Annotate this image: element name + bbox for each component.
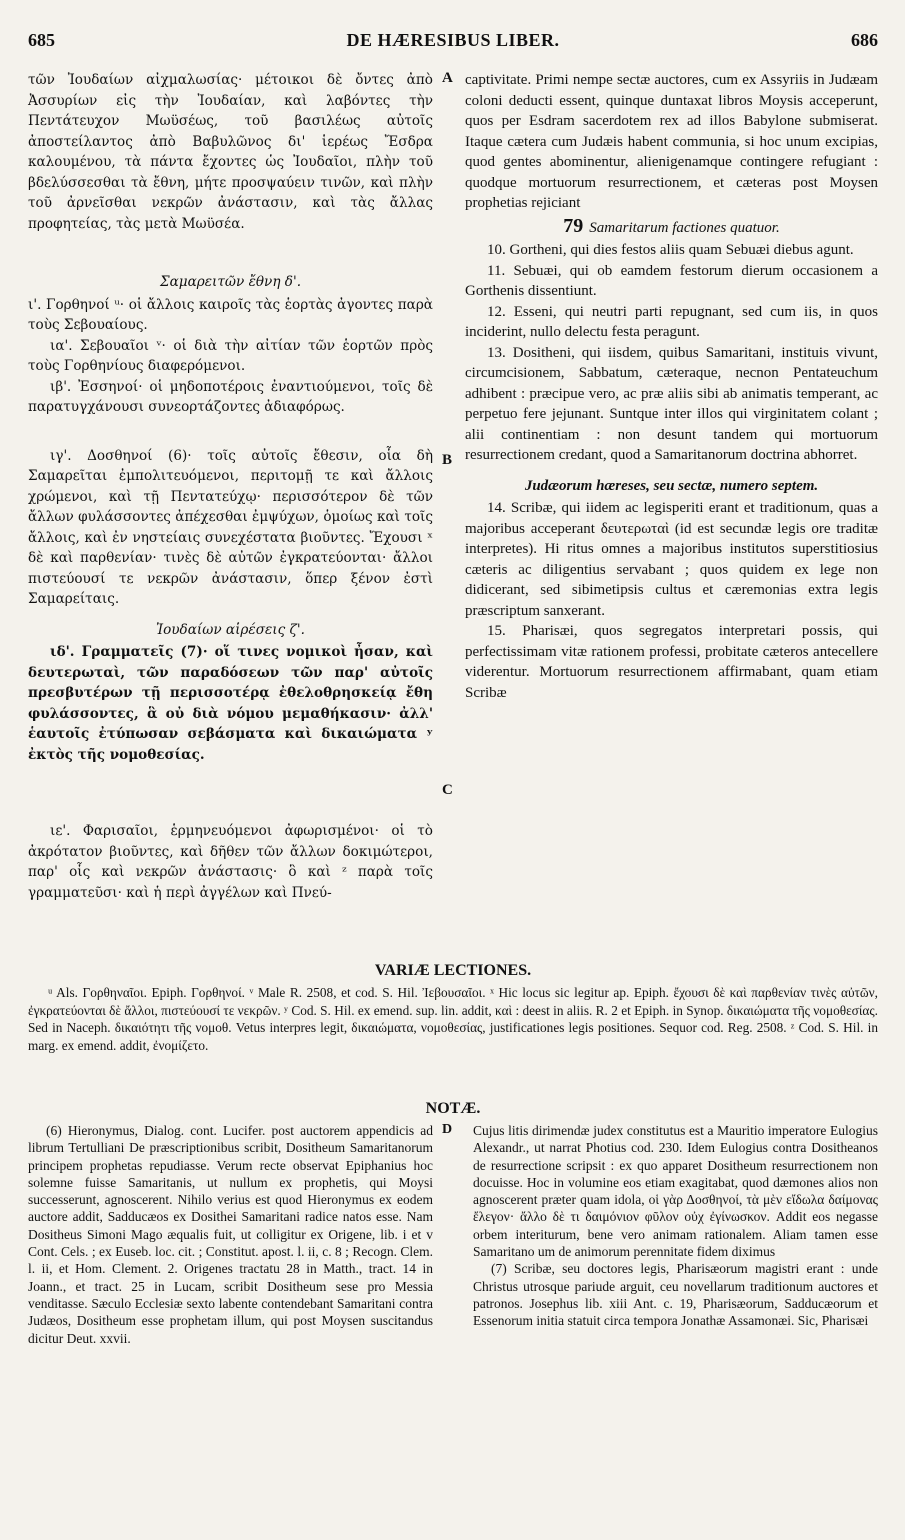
page bbox=[28, 30, 878, 985]
notae-left-column bbox=[28, 1122, 433, 1347]
margin-letter-a: A bbox=[442, 70, 453, 86]
margin-letter-b: B bbox=[442, 452, 453, 468]
latin-entry-13: 13. Dositheni, qui iisdem, quibus Samaritani, instituis vivunt, circumcisionem, Sabbatum, cæteraque, necnon Pentateuchum adhibent : præcipue vero, ac præ aliis sibi ab animatis temperant, ac perpetuo fere jejunant. Suntque inter illos qui virginitatem colant ; alii continentiam : non desunt tandem qui mortuorum resurrectionem credant, quod a Samaritanorum doctrina abhorret. bbox=[465, 344, 878, 463]
notae-right-column bbox=[473, 1122, 878, 1330]
page-number-right: 686 bbox=[851, 30, 878, 50]
variae-text: ᵘ Als. Γορθηναῖοι. Epiph. Γορθηνοί. ᵛ Male R. 2508, et cod. S. Hil. Ἰεβουσαῖοι. ˣ Hic locus sic legitur ap. Epiph. ἔχουσι δὲ καὶ παρθενίαν τινὲς αὐτῶν, ἐγκρατεύονται δὲ ἄλλοι, πιστεύουσί τε νεκρῶν. ʸ Cod. S. Hil. ex emend. sup. lin. addit, καὶ : deest in aliis. R. 2 et Epiph. in Synop. δικαιώματα τῆς νομοθεσίας. Sed in Naceph. δικαιότητι τῆς νομοθ. Vetus interpres legit, δικαιώματα, νομοθεσίας, justificationes legis positiones. Sequor cod. Reg. 2508. ᶻ Cod. S. Hil. in marg. ex emend. addit, ἐνομίζετο. bbox=[28, 985, 878, 1053]
latin-entry-14: 14. Scribæ, qui iidem ac legisperiti erant et traditionum, quas a majoribus acceperant δευτερωταὶ (id est secundæ legis ore traditæ interpretes). Hi ritus omnes a majoribus institutos superstitiosius cæteris ac diligentius servabant ; quos quidem ex lege non didicerant, sed sibimetipsis cultus et cæremonias extra legis præscriptum sanxerant. bbox=[465, 500, 878, 619]
latin-heading-samaritans: 79 Samaritarum factiones quatuor. bbox=[563, 214, 780, 237]
running-head bbox=[28, 30, 878, 56]
notae-title: NOTÆ. bbox=[425, 1100, 481, 1117]
latin-column bbox=[465, 70, 878, 703]
greek-entry-14: ιδ'. Γραμματεῖς (7)· οἵ τινες νομικοὶ ἦσαν, καὶ δευτερωταὶ, τῶν παραδόσεων τῶν παρ' αὐτοῖς πρεσβυτέρων τῇ περισσοτέρᾳ ἐθελοθρησκείᾳ ἔθη φυλάσσοντες, ἃ οὐ διὰ νόμου μεμαθήκασιν· ἀλλ' ἑαυτοῖς ἐτύπωσαν σεβάσματα καὶ δικαιώματα ʸ ἐκτὸς τῆς νομοθεσίας. bbox=[28, 644, 433, 763]
notae-section bbox=[28, 1100, 878, 1346]
main-columns bbox=[28, 70, 878, 985]
greek-column bbox=[28, 70, 433, 903]
greek-heading-samaritans: Σαμαρειτῶν ἔθνη δ'. bbox=[159, 274, 302, 290]
latin-intro: captivitate. Primi nempe sectæ auctores, cum ex Assyriis in Judæam coloni deducti essent, quinque duntaxat libros Moysis acceperunt, quos per Esdram sacerdotem rex ad illos Babylone submiserat. Itaque cætera cum Judæis habent communia, si hoc unum excipias, quod gentes abominentur, alienigenamque contingere refugiant : quodque mortuorum resurrectionem, et cæteras post Moysen prophetias rejiciant bbox=[465, 72, 878, 211]
running-title: DE HÆRESIBUS LIBER. bbox=[346, 30, 560, 50]
greek-entry-10: ι'. Γορθηνοί ᵘ· οἱ ἄλλοις καιροῖς τὰς ἑορτὰς ἀγοντες παρὰ τοὺς Σεβουαίους. bbox=[28, 296, 433, 333]
greek-entry-13: ιγ'. Δοσθηνοί (6)· τοῖς αὐτοῖς ἔθεσιν, οἷα δὴ Σαμαρεῖται ἐμπολιτευόμενοι, περιτομῇ τε καὶ ἄλλοις χρώμενοι, καὶ τῇ Πεντατεύχῳ· περισσότερον δὲ τῶν ἄλλων φυλάσσοντες ἀπέχεσθαι ἐμψύχων, ὁμοίως καὶ τοῖς ἄλλοις, καὶ ἐν νηστείαις συνεχέστατα βιοῦντες. Ἔχουσι ˣ δὲ καὶ παρθενίαν· τινὲς δὲ αὐτῶν ἐγκρατεύονται· ἄλλοι πιστεύουσί τε νεκρῶν ἀνάστασιν, ὅπερ ξένον ἐστὶ Σαμαρείταις. bbox=[28, 447, 433, 607]
greek-entry-12: ιβ'. Ἐσσηνοί· οἱ μηδοποτέροις ἐναντιούμενοι, τοῖς δὲ παρατυγχάνουσι συνεορτάζοντες ἀδιαφόρως. bbox=[28, 378, 433, 415]
latin-entry-10: 10. Gortheni, qui dies festos aliis quam Sebuæi diebus agunt. bbox=[487, 242, 854, 258]
section-number: 79 bbox=[563, 214, 584, 237]
note-6-continued: Cujus litis dirimendæ judex constitutus est a Mauritio imperatore Eulogius Alexandr., ut narrat Photius cod. 230. Idem Eulogius contra Dositheanos de resurrectione scripsit : ex quo apparet Dositheum resurrectionem non docuisse. Hoc in volumine eos etiam exagitabat, quod dæmones alios non agnoscerent præter quam idola, οἱ γὰρ Δοσθηνοί, τὰ μὲν εἴδωλα δαίμονας ἔλεγον· ἄλλο δὲ τι δαιμόνιον φῦλον οὐχ ἐγίνωσκον. Addit eos negasse orbem interiturum, bene vero animam rationalem. Aliam tamen esse Samaritano um de animorum perennitate fidem diximus bbox=[473, 1123, 878, 1260]
variae-title: VARIÆ LECTIONES. bbox=[374, 962, 532, 979]
variae-lectiones bbox=[28, 962, 878, 1054]
greek-heading-jews: Ἰουδαίων αἱρέσεις ζ'. bbox=[156, 621, 305, 638]
greek-entry-15: ιε'. Φαρισαῖοι, ἑρμηνευόμενοι ἀφωρισμένοι· οἱ τὸ ἀκρότατον βιοῦντες, καὶ δῆθεν τῶν ἄλλων δοκιμώτεροι, παρ' οἷς καὶ νεκρῶν ἀνάστασις· ὃ καὶ ᶻ παρὰ τοῖς γραμματεῦσι· καὶ ἡ περὶ ἀγγέλων καὶ Πνεύ- bbox=[28, 823, 433, 901]
page-number-left: 685 bbox=[28, 30, 55, 50]
note-7: (7) Scribæ, seu doctores legis, Pharisæorum magistri erant : unde Christus utrosque pariude arguit, ceu novellarum traditionum auctores et patronos. Josephus lib. xiii Ant. c. 19, Pharisæorum, Sadducæorum et Essenorum initia statuit circa tempora Jonathæ Assamonæi. Sic, Pharisæi bbox=[473, 1261, 878, 1329]
greek-entry-11: ια'. Σεβουαῖοι ᵛ· οἱ διὰ τὴν αἰτίαν τῶν ἑορτῶν πρὸς τοὺς Γορθηνίους διαφερόμενοι. bbox=[28, 337, 433, 374]
latin-entry-15: 15. Pharisæi, quos segregatos interpretari possis, qui perfectissimam vitæ rationem professi, probitate cæteros antecellere viderentur. Mortuorum resurrectionem affirmabant, quam etiam Scribæ bbox=[465, 623, 878, 701]
greek-intro: τῶν Ἰουδαίων αἰχμαλωσίας· μέτοικοι δὲ ὄντες ἀπὸ Ἀσσυρίων εἰς τὴν Ἰουδαίαν, καὶ λαβόντες τὴν Πεντάτευχον Μωϋσέως, τοῦ βασιλέως αὐτοῖς ἀποστείλαντος ἀπὸ Βαβυλῶνος δι' ἱερέως Ἔσδρα καλουμένου, τὰ πάντα ἔχοντες ὡς Ἰουδαῖοι, πλὴν τοῦ βδελύσσεσθαι τὰ ἔθνη, μήτε προσψαύειν τινῶν, καὶ πλὴν τοῦ ἀρνεῖσθαι νεκρῶν ἀνάστασιν, καὶ τὰς ἄλλας προφητείας, τὰς μετὰ Μωϋσέα. bbox=[28, 72, 433, 232]
margin-letter-c: C bbox=[442, 782, 453, 798]
latin-heading-jews: Judæorum hæreses, seu sectæ, numero septem. bbox=[524, 477, 819, 494]
margin-letter-d: D bbox=[442, 1122, 453, 1137]
latin-entry-11: 11. Sebuæi, qui ob eamdem festorum dierum occasionem a Gorthenis dissentiunt. bbox=[465, 262, 878, 299]
latin-entry-12: 12. Esseni, qui neutri parti repugnant, sed cum iis, in quos inciderint, nullo delectu festa peragunt. bbox=[465, 303, 878, 340]
note-6: (6) Hieronymus, Dialog. cont. Lucifer. post auctorem appendicis ad librum Tertulliani De præscriptionibus scribit, Dositheum Samaritanorum principem prophetas repudiasse. Verum recte observat Epiphanius hoc solemne fuisse Samaritanis, ut nullum ex prophetis, qui Moysi successerunt, agnoscerent. Nihilo verius est quod Hieronymus ex eodem auctore addit, Sadducæos ex Dosithei Samaritani radice natos esse. Nam Dositheus Simoni Mago æqualis fuit, ut colligitur ex Origene, lib. i et v Cont. Cels. ; ex Euseb. loc. cit. ; Constitut. apost. l. ii, c. 8 ; Recogn. Clem. l. ii, et Hom. Clement. 2. Origenes tractatu 28 in Matth., tract. 14 in Joann., et tract. 25 in Lucam, scribit Dositheum sese pro Messia venditasse. Sæculo Ecclesiæ sexto labente contendebant Samaritani contra Judæos, Dositheum esse prophetam illum, qui post Moysen suscitandus dicitur Deut. xxvii. bbox=[28, 1123, 433, 1346]
